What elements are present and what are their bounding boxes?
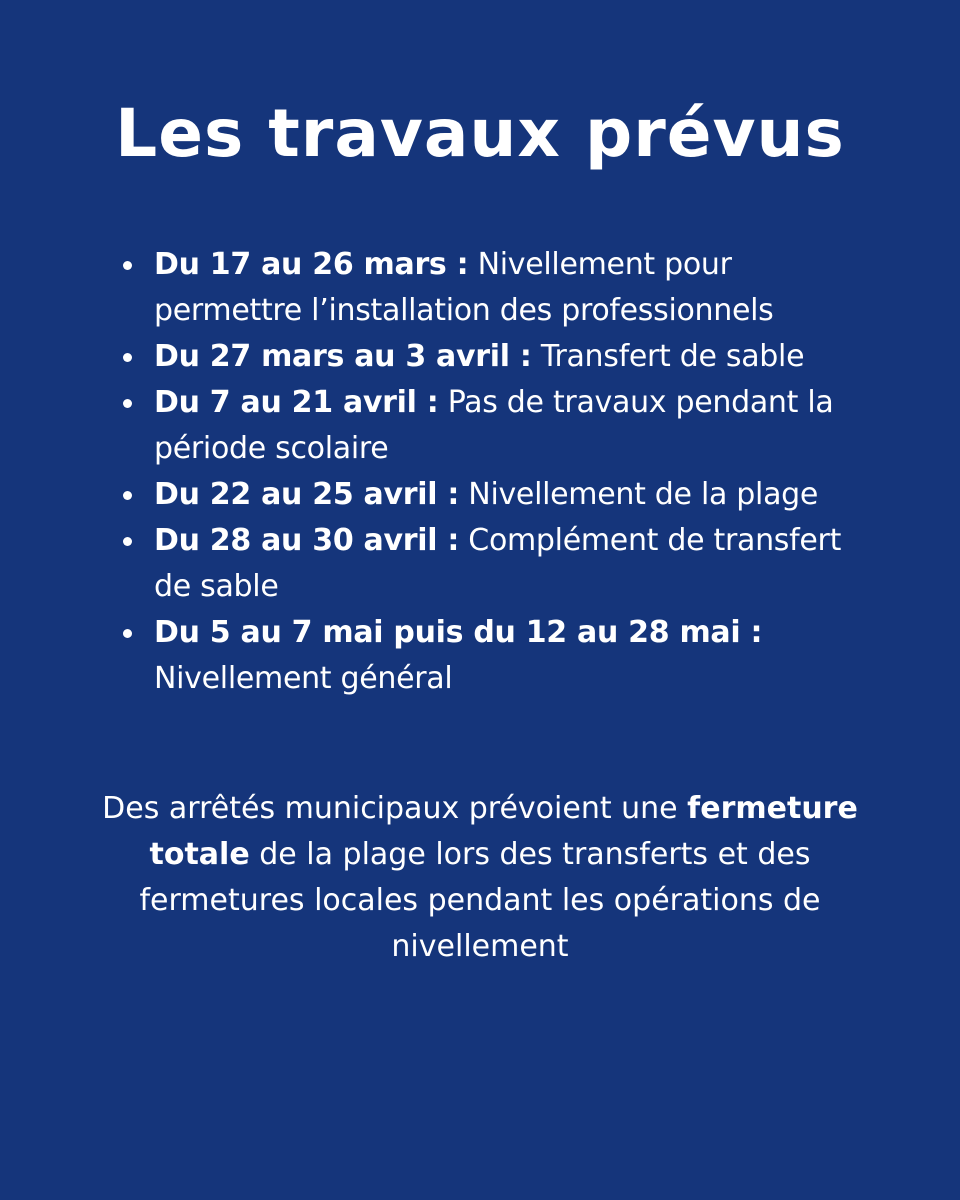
list-item bbox=[120, 334, 860, 380]
list-item bbox=[120, 472, 860, 518]
schedule-description: Nivellement général bbox=[154, 661, 453, 696]
bullet-icon bbox=[123, 261, 132, 270]
schedule-date: Du 7 au 21 avril : bbox=[154, 385, 439, 420]
schedule-description: Pas de travaux pendant la période scolaire bbox=[154, 385, 834, 466]
bullet-icon bbox=[123, 399, 132, 408]
schedule-date: Du 5 au 7 mai puis du 12 au 28 mai : bbox=[154, 615, 763, 650]
list-item bbox=[120, 380, 860, 472]
schedule-description: Nivellement pour permettre l’installation des professionnels bbox=[154, 247, 774, 328]
list-item bbox=[120, 518, 860, 610]
schedule-list bbox=[120, 242, 860, 702]
notice-text-after: de la plage lors des transferts et des fermetures locales pendant les opérations de nivellement bbox=[139, 837, 821, 964]
schedule-description: Transfert de sable bbox=[540, 339, 805, 374]
notice-text-before: Des arrêtés municipaux prévoient une bbox=[102, 791, 678, 826]
closure-notice bbox=[80, 786, 880, 970]
schedule-date: Du 22 au 25 avril : bbox=[154, 477, 460, 512]
bullet-icon bbox=[123, 491, 132, 500]
page-title: Les travaux prévus bbox=[115, 95, 845, 172]
schedule-date: Du 17 au 26 mars : bbox=[154, 247, 469, 282]
list-item bbox=[120, 242, 860, 334]
schedule-description: Nivellement de la plage bbox=[468, 477, 819, 512]
bullet-icon bbox=[123, 629, 132, 638]
schedule-date: Du 28 au 30 avril : bbox=[154, 523, 460, 558]
list-item bbox=[120, 610, 860, 702]
schedule-date: Du 27 mars au 3 avril : bbox=[154, 339, 532, 374]
schedule-description: Complément de transfert de sable bbox=[154, 523, 842, 604]
notice-emphasis: fermeture totale bbox=[149, 791, 858, 872]
bullet-icon bbox=[123, 537, 132, 546]
bullet-icon bbox=[123, 353, 132, 362]
